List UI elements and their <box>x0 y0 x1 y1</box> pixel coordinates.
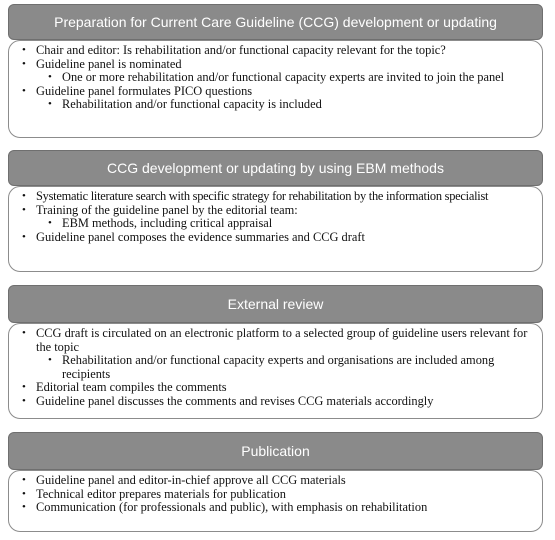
stage-2-item-2-sub-1 <box>17 217 534 231</box>
stage-4-item-1 <box>17 474 534 488</box>
stage-1-header <box>8 4 543 40</box>
stage-2-title: CCG development or updating by using EBM methods <box>107 160 444 176</box>
stage-1-item-2 <box>17 58 534 72</box>
item-text: Guideline panel is nominated <box>36 56 182 71</box>
stage-4-body <box>8 470 543 532</box>
sub-item-text: EBM methods, including critical appraisal <box>62 216 273 230</box>
stage-1-title: Preparation for Current Care Guideline (CCG) development or updating <box>54 14 497 30</box>
sub-item-text: One or more rehabilitation and/or functional capacity experts are invited to join the panel <box>62 70 505 84</box>
stage-4-header <box>8 432 543 470</box>
item-text: Technical editor prepares materials for publication <box>36 486 286 501</box>
stage-3-item-1 <box>17 327 534 354</box>
stage-2-item-3 <box>17 231 534 245</box>
item-text: Editorial team compiles the comments <box>36 380 227 394</box>
stage-3-item-2 <box>17 381 534 395</box>
bullet-icon: • <box>22 501 26 513</box>
bullet-icon: • <box>22 84 26 97</box>
stage-4-item-3 <box>17 501 534 515</box>
stage-1-item-3 <box>17 85 534 99</box>
bullet-icon: • <box>22 230 26 243</box>
stage-3-item-3 <box>17 395 534 409</box>
stage-3-item-1-sub-1 <box>17 354 534 381</box>
bullet-icon: • <box>22 44 26 56</box>
item-text: Guideline panel composes the evidence summaries and CCG draft <box>36 229 365 244</box>
stage-1-item-2-sub-1 <box>17 71 534 85</box>
bullet-icon: • <box>22 381 26 393</box>
sub-item-text: Rehabilitation and/or functional capacity experts and organisations are included among recipients <box>62 353 495 381</box>
item-text: CCG draft is circulated on an electronic platform to a selected group of guideline users relevant for the topic <box>36 326 528 354</box>
stage-4-item-2 <box>17 488 534 502</box>
sub-bullet-icon: • <box>48 217 52 229</box>
bullet-icon: • <box>22 327 26 339</box>
bullet-icon: • <box>22 57 26 70</box>
stage-2-item-2 <box>17 204 534 218</box>
stage-2-item-1 <box>17 190 534 204</box>
sub-bullet-icon: • <box>48 354 52 366</box>
bullet-icon: • <box>22 487 26 500</box>
bullet-icon: • <box>22 474 26 486</box>
stage-3-header <box>8 285 543 323</box>
stage-1-item-1 <box>17 44 534 58</box>
sub-bullet-icon: • <box>48 71 52 83</box>
stage-3-title: External review <box>227 296 324 312</box>
item-text: Chair and editor: Is rehabilitation and/or functional capacity relevant for the topic? <box>36 43 446 57</box>
stage-3-body <box>8 323 543 419</box>
bullet-icon: • <box>22 190 26 202</box>
item-text: Systematic literature search with specific strategy for rehabilitation by the information specialist <box>36 189 489 203</box>
stage-1-body <box>8 40 543 138</box>
stage-2-body <box>8 186 543 272</box>
sub-item-text: Rehabilitation and/or functional capacity is included <box>62 97 322 111</box>
bullet-icon: • <box>22 394 26 407</box>
item-text: Guideline panel formulates PICO questions <box>36 83 253 98</box>
item-text: Guideline panel discusses the comments and revises CCG materials accordingly <box>36 393 434 408</box>
item-text: Guideline panel and editor-in-chief approve all CCG materials <box>36 473 346 487</box>
stage-4-title: Publication <box>241 443 310 459</box>
bullet-icon: • <box>22 203 26 216</box>
item-text: Communication (for professionals and public), with emphasis on rehabilitation <box>36 500 428 514</box>
stage-2-header <box>8 150 543 186</box>
stage-1-item-3-sub-1 <box>17 98 534 112</box>
sub-bullet-icon: • <box>48 98 52 110</box>
item-text: Training of the guideline panel by the editorial team: <box>36 202 298 217</box>
